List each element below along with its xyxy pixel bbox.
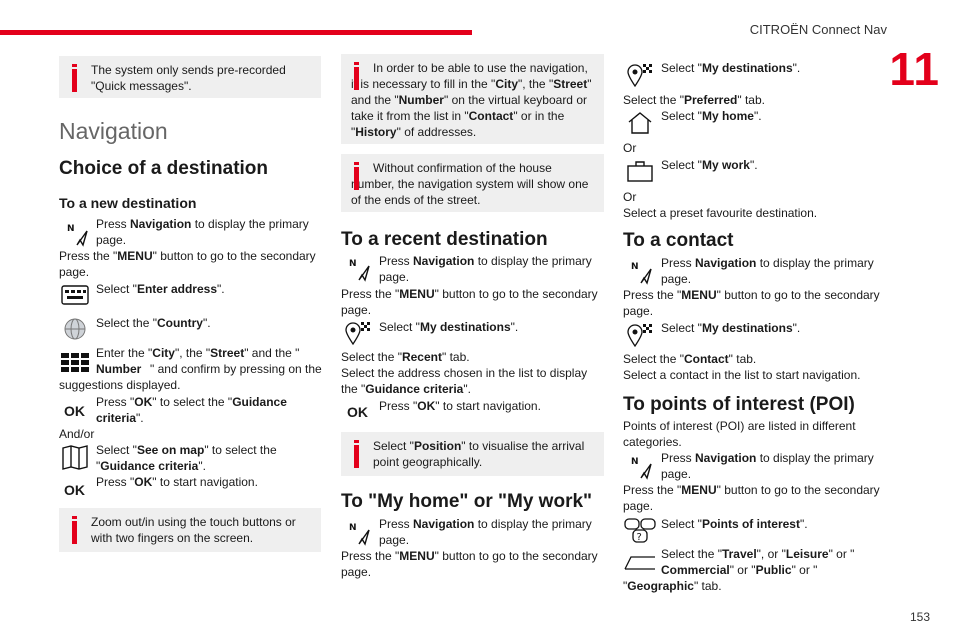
info-note — [59, 56, 321, 98]
step-text: Select "My destinations". — [661, 321, 801, 335]
info-note — [341, 154, 604, 212]
step-text: Number — [96, 362, 142, 376]
step-text: Select "My destinations". — [661, 61, 801, 75]
step-text: Select "My work". — [661, 158, 758, 172]
info-icon — [354, 162, 359, 190]
info-icon — [72, 64, 77, 92]
country-globe-icon — [61, 316, 91, 342]
info-note — [59, 508, 321, 552]
step-text: Press the "MENU" button to go to the secondary page. — [623, 288, 880, 318]
heading-choice-destination: Choice of a destination — [59, 158, 269, 179]
info-note — [341, 54, 604, 144]
step-text: Press Navigation to display the primary page. — [96, 217, 309, 247]
step-text: Press the "MENU" button to go to the secondary page. — [341, 287, 598, 317]
svg-text:N: N — [349, 523, 357, 533]
step-text: Select "Enter address". — [96, 282, 225, 296]
heading-poi: To points of interest (POI) — [623, 394, 855, 415]
svg-text:N: N — [631, 457, 639, 467]
step-text: Select the "Recent" tab. — [341, 350, 470, 364]
map-icon — [60, 444, 90, 470]
navigation-icon — [625, 259, 655, 285]
ok-icon: OK — [64, 482, 85, 498]
step-text: Press Navigation to display the primary page. — [661, 451, 874, 481]
top-accent-bar — [0, 30, 472, 35]
step-text: Points of interest (POI) are listed in different categories. — [623, 419, 856, 449]
note-text: Zoom out/in using the touch buttons or with two fingers on the screen. — [91, 515, 296, 545]
page-header-title: CITROËN Connect Nav — [749, 22, 887, 37]
step-text: Select "Points of interest". — [661, 517, 808, 531]
step-text: Press Navigation to display the primary page. — [379, 517, 592, 547]
svg-text:N: N — [631, 262, 639, 272]
step-text: Commercial" or "Public" or " — [661, 563, 818, 577]
or-text: Or — [623, 141, 637, 155]
step-text: "Geographic" tab. — [623, 579, 722, 593]
ok-icon: OK — [347, 404, 368, 420]
info-icon — [72, 516, 77, 544]
step-text: Select the "Contact" tab. — [623, 352, 757, 366]
keyboard-address-icon — [60, 283, 90, 309]
step-text: Select the "Preferred" tab. — [623, 93, 765, 107]
step-text: suggestions displayed. — [59, 378, 181, 392]
destinations-pin-icon — [343, 320, 373, 346]
or-text: Or — [623, 190, 637, 204]
step-text: Select a contact in the list to start navigation. — [623, 368, 861, 382]
step-text: Enter the "City", the "Street" and the " — [96, 346, 300, 360]
destinations-pin-icon — [625, 62, 655, 88]
svg-text:N: N — [67, 224, 75, 234]
info-icon — [354, 440, 359, 468]
page-number: 153 — [909, 610, 930, 624]
poi-question-icon — [623, 516, 657, 544]
step-text: Press "OK" to select the "Guidance criteria". — [96, 395, 287, 425]
info-note — [341, 432, 604, 476]
step-text: Press the "MENU" button to go to the secondary page. — [341, 549, 598, 579]
step-text: Select "My home". — [661, 109, 762, 123]
work-briefcase-icon — [625, 158, 655, 184]
navigation-icon — [61, 221, 91, 247]
note-text: In order to be able to use the navigation, it is necessary to fill in the "City", the "Street" and the "Number" on the virtual keyboard or take it from the list in "Contact" or in the "History" of addresses. — [351, 61, 592, 139]
heading-new-destination: To a new destination — [59, 195, 197, 211]
svg-text:?: ? — [636, 532, 642, 543]
info-icon — [354, 62, 359, 90]
step-text: Press the "MENU" button to go to the secondary page. — [59, 249, 316, 279]
heading-home-work: To "My home" or "My work" — [341, 491, 593, 512]
heading-recent-destination: To a recent destination — [341, 229, 548, 250]
step-text: Select the address chosen in the list to display the "Guidance criteria". — [341, 366, 588, 396]
step-text: Select "My destinations". — [379, 320, 519, 334]
note-text: Without confirmation of the house number, the navigation system will show one of the ends of the street. — [351, 161, 589, 207]
tab-icon — [623, 549, 657, 575]
note-text: The system only sends pre-recorded "Quick messages". — [91, 63, 286, 93]
step-text: Press "OK" to start navigation. — [96, 475, 258, 489]
step-text: Press "OK" to start navigation. — [379, 399, 541, 413]
navigation-icon — [625, 454, 655, 480]
step-text: Press the "MENU" button to go to the secondary page. — [623, 483, 880, 513]
note-text: Select "Position" to visualise the arrival point geographically. — [373, 439, 585, 469]
svg-text:N: N — [349, 259, 357, 269]
navigation-icon — [343, 256, 373, 282]
destinations-pin-icon — [625, 322, 655, 348]
step-text: Press Navigation to display the primary page. — [661, 256, 874, 286]
chapter-number: 11 — [889, 43, 940, 95]
step-text: Press Navigation to display the primary page. — [379, 254, 592, 284]
step-text: And/or — [59, 427, 95, 441]
heading-contact: To a contact — [623, 230, 734, 251]
navigation-icon — [343, 520, 373, 546]
home-icon — [625, 110, 655, 136]
step-text: " and confirm by pressing on the — [150, 362, 322, 376]
ok-icon: OK — [64, 403, 85, 419]
step-text: Select a preset favourite destination. — [623, 206, 818, 220]
step-text: Select the "Travel", or "Leisure" or " — [661, 547, 855, 561]
step-text: Select the "Country". — [96, 316, 211, 330]
section-title: Navigation — [59, 118, 168, 144]
step-text: Select "See on map" to select the "Guidance criteria". — [96, 443, 277, 473]
